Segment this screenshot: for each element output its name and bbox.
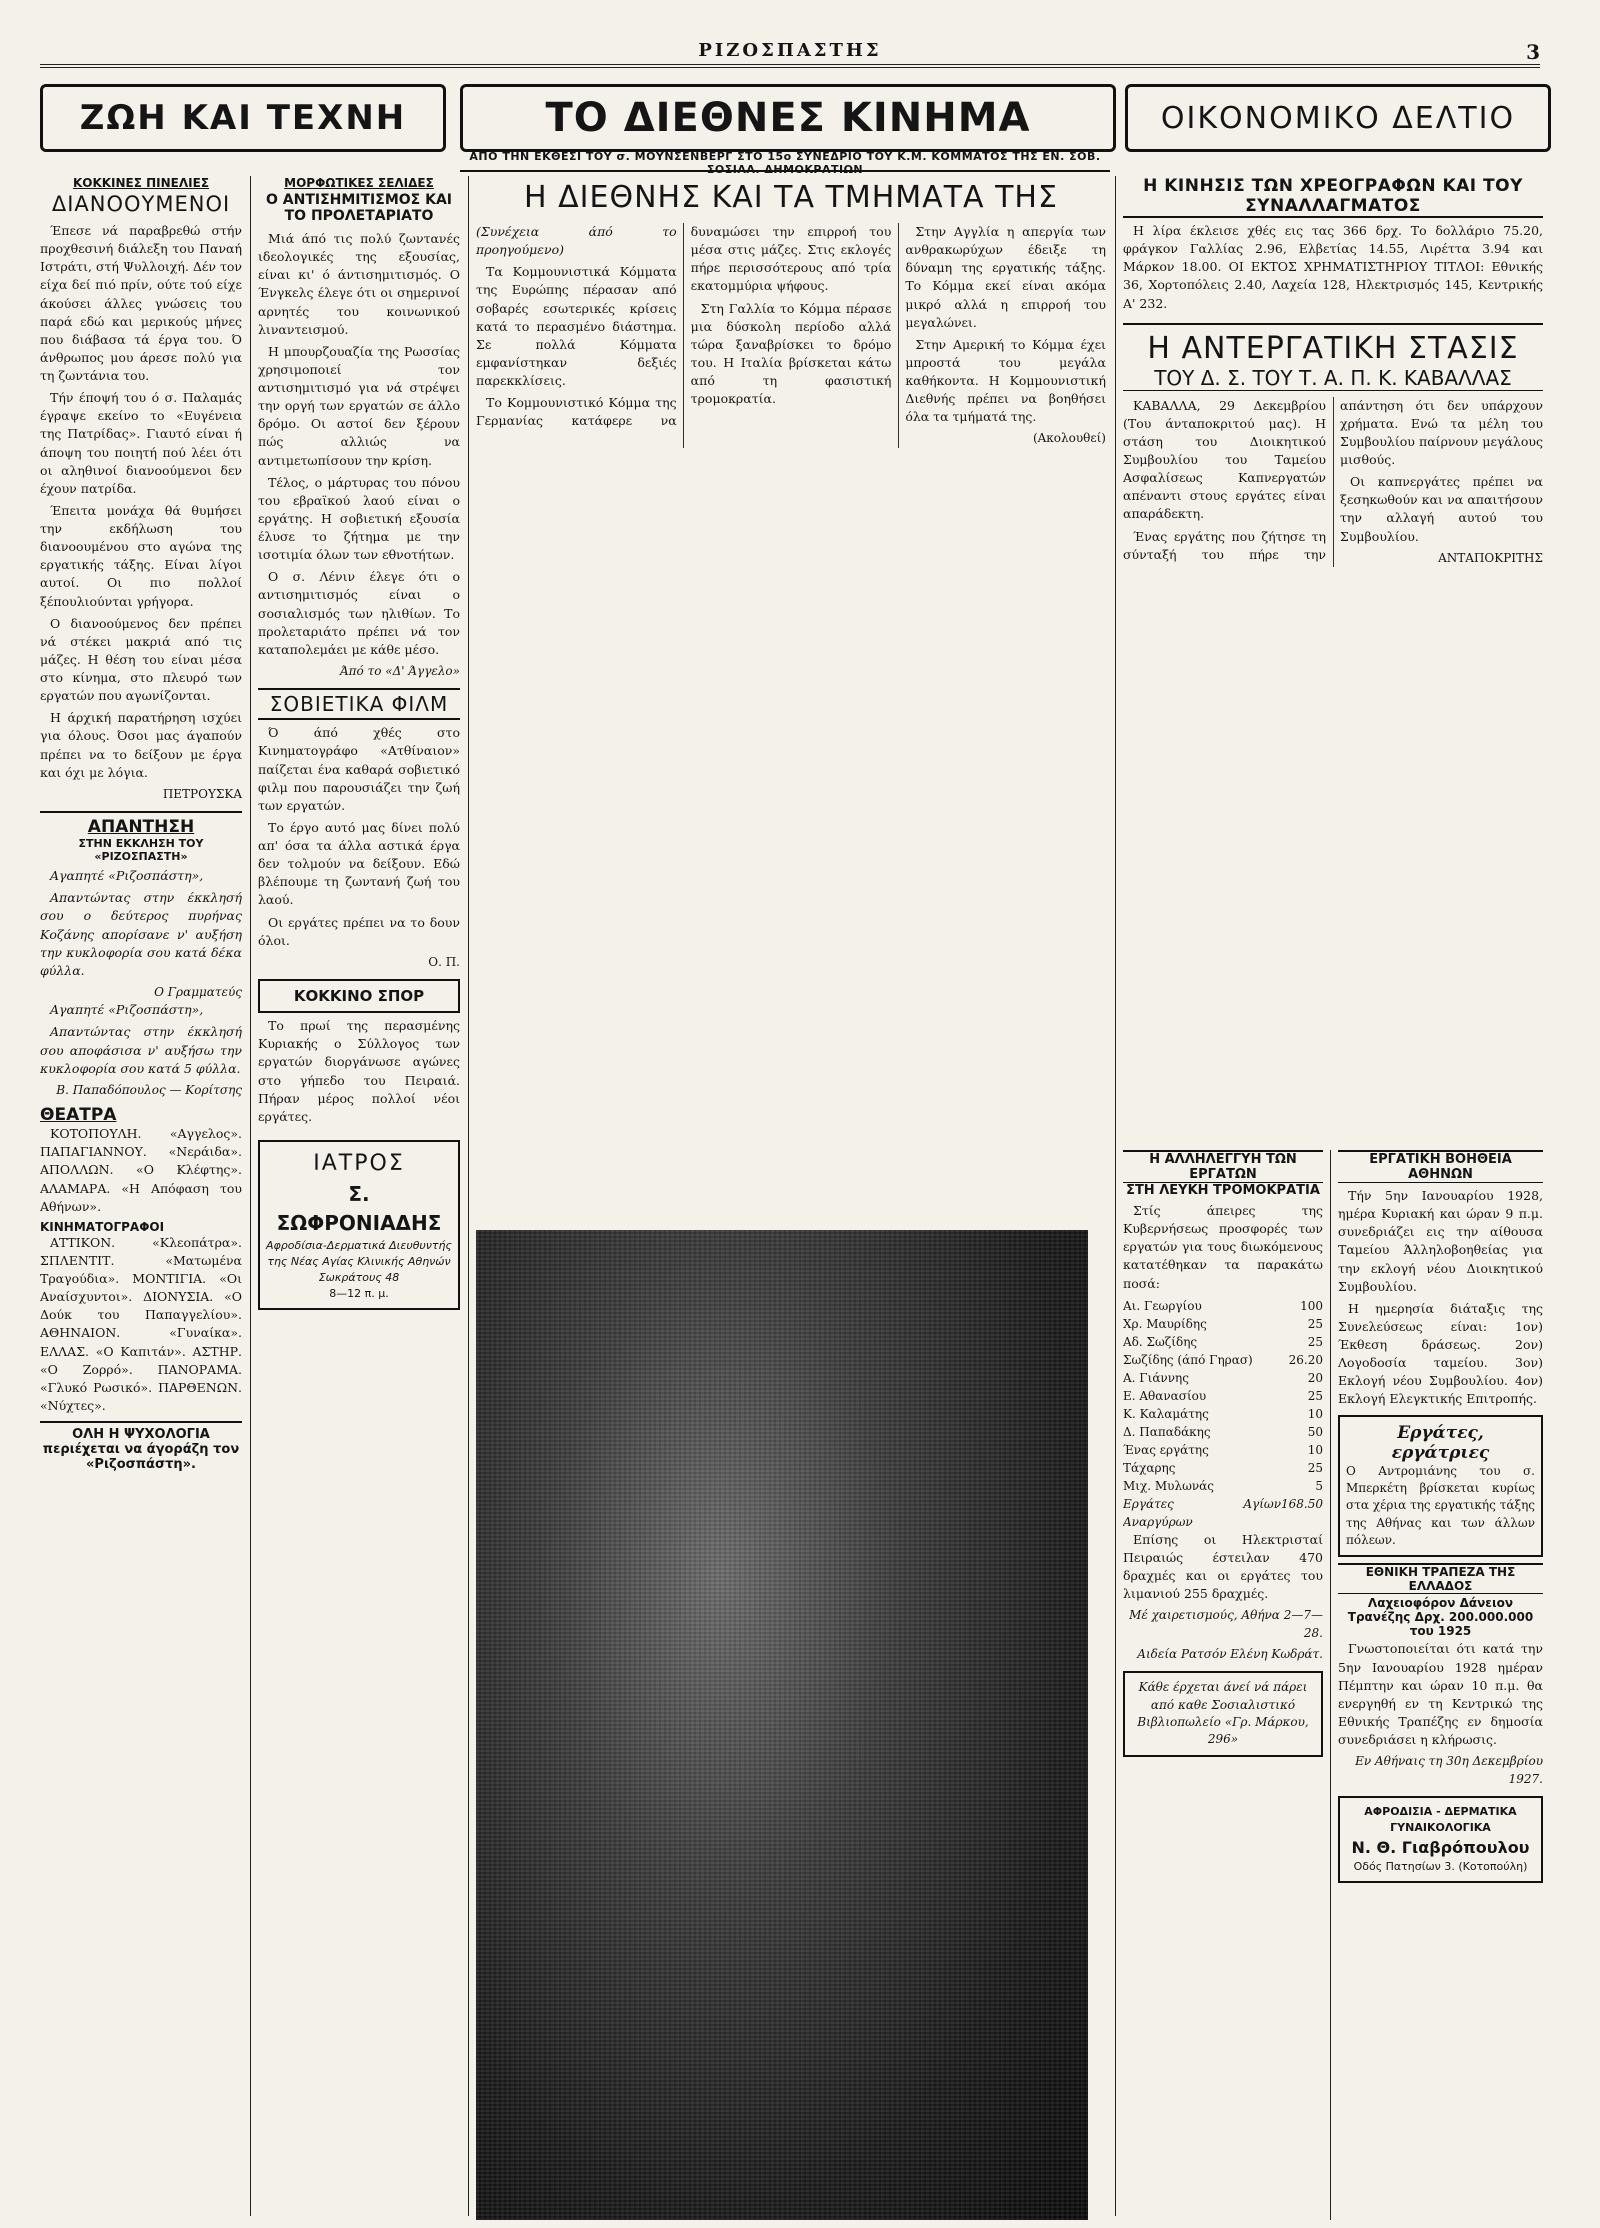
masthead [40, 40, 1540, 68]
paragraph: Γνωστοποιείται ότι κατά την 5ην Ιανουαρίου 1928 ημέραν Πέμπτην και ώραν 10 π.μ. θα ενεργηθή εν τη Κεντρικώ της Εθνικής Τραπέζης εν δημοσία συνεδριάσει η κλήρωσις. [1338, 1641, 1543, 1748]
column-life-art [40, 176, 242, 2216]
paragraph: Το πρωί της περασμένης Κυριακής ο Σύλλογος των εργατών διοργάνωσε αγώνες στο γήπεδο του Πειραιά. Πήραν μέρος πολλοί νέοι εργάτες. [258, 1018, 460, 1124]
paragraph: Ένας εργάτης που ζήτησε τη σύνταξή του πήρε την απάντηση ότι δεν υπάρχουν χρήματα. Ενώ τα μέλη του Συμβουλίου παίρνουν μεγάλους μισθούς. [1123, 397, 1543, 562]
workers-appeal-title: Εργάτες, εργάτριες [1391, 1422, 1490, 1463]
source-note: Άπό το «Δ' Άγγελο» [339, 663, 460, 678]
bookshop-note: Κάθε έρχεται άνεί νά πάρει από καθε Σοσιαλιστικό Βιβλιοπωλείο «Γρ. Μάρκου, 296» [1123, 1671, 1323, 1757]
paragraph: Στην Αγγλία η απεργία των ανθρακωρύχων έδειξε τη δύναμη της εργατικής τάξης. Το Κόμμα εκεί είναι ακόμα μικρό αλλά η επιρροή του μεγαλώνει. [905, 224, 1106, 330]
international-subheading: ΑΠΟ ΤΗΝ ΕΚΘΕΣΙ ΤΟΥ σ. ΜΟΥΝΣΕΝΒΕΡΓ ΣΤΟ 15ο ΣΥΝΕΔΡΙΟ ΤΟΥ Κ.Μ. ΚΟΜΜΑΤΟΣ ΤΗΣ ΕΝ. ΣΟΒ. ΣΟΣΙΑΛ. ΔΗΜΟΚΡΑΤΙΩΝ [460, 150, 1110, 172]
continuation-note: (Συνέχεια άπό το προηγούμενο) [476, 224, 677, 258]
dermatology-ad [1338, 1796, 1543, 1883]
paragraph: Αγαπητέ «Ριζοσπάστη», [50, 1002, 204, 1018]
strike-title: Η ΑΝΤΕΡΓΑΤΙΚΗ ΣΤΑΣΙΣ [1147, 330, 1519, 366]
signature: ΠΕΤΡΟΥΣΚΑ [162, 786, 242, 801]
doctor-ad-hours: 8—12 π. μ. [329, 1286, 389, 1300]
paragraph: Στην Αμερική το Κόμμα έχει μπροστά του μεγάλα καθήκοντα. Η Κομμουνιστική Διεθνής πρέπει να βοηθήσει όλα τα τμήματά της. [905, 336, 1106, 425]
signature: ΑΝΤΑΠΟΚΡΙΤΗΣ [1438, 550, 1543, 565]
article-title-intellectuals: ΔΙΑΝΟΟΥΜΕΝΟΙ [51, 192, 231, 216]
paragraph: Έπειτα μονάχα θά θυμήσει την εκδήλωση του διανοουμένου στο αγώνα της εργατικής τάξης. Είναι λίγοι αυτοί. Οι πιο πολλοί ξέπουλιούνται γρήγορα. [40, 502, 242, 609]
paragraph: Οι εργάτες πρέπει να το δουν όλοι. [258, 914, 460, 948]
table-row: Ε. Αθανασίου 25 [1123, 1388, 1323, 1403]
doctor-ad-body: Αφροδίσια-Δερματικά Διευθυντής της Νέας Αγίας Κλινικής Αθηνών Σωκράτους 48 [266, 1238, 452, 1284]
signature: Ο. Π. [428, 954, 460, 969]
signature: Ο Γραμματεύς [154, 984, 242, 999]
dermatology-ad-address: Οδός Πατησίων 3. (Κοτοπούλη) [1353, 1860, 1528, 1874]
column-rule [1330, 1150, 1331, 2220]
red-sport-heading: ΚΟΚΚΙΝΟ ΣΠΟΡ [258, 979, 460, 1013]
table-row: Μιχ. Μυλωνάς 5 [1123, 1478, 1323, 1493]
workers-aid-title: ΕΡΓΑΤΙΚΗ ΒΟΗΘΕΙΑ ΑΘΗΝΩΝ [1338, 1150, 1543, 1183]
column-rule [250, 176, 251, 2216]
paragraph: Η μπουρζουαζία της Ρωσσίας χρησιμοποιεί τον αντισημιτισμό για νά στρέψει την οργή των εργατών σε άλλο δρόμο. Οι αστοί δεν ξέρουν πώς αλλιώς να αντιμετωπίσουν την κρίση. [258, 343, 460, 468]
workers-appeal-box [1338, 1415, 1543, 1558]
table-row: Σωζίδης (άπό Γηρασ) 26.20 [1123, 1352, 1323, 1367]
column-solidarity [1123, 1150, 1323, 2220]
listing: ΑΤΤΙΚΟΝ. «Κλεοπάτρα». ΣΠΛΕΝΤΙΤ. «Ματωμένα Τραγούδια». ΜΟΝΤΙΓΙΑ. «Οι Αναίσχυντοι». ΔΙΟΝΥΣΙΑ. «Ο Δούκ του Παπαγγελίου». ΑΘΗΝΑΙΟΝ. «Γυναίκα». ΕΛΛΑΣ. «Ο Καπιτάν». ΑΣΤΗΡ. «Ο Ζορρό». ΠΑΝΟΡΑΜΑ. «Γλυκό Ρωσικό». ΠΑΡΘΕΝΩΝ. «Νύχτες». [40, 1234, 242, 1413]
signature: Εν Αθήναις τη 30η Δεκεμβρίου 1927. [1355, 1754, 1543, 1786]
halftone-photo [476, 1230, 1088, 2220]
column-economic [1123, 176, 1543, 1136]
article-title-international: Η ΔΙΕΘΝΗΣ ΚΑΙ ΤΑ ΤΜΗΜΑΤΑ ΤΗΣ [524, 180, 1058, 215]
column-notices [1338, 1150, 1543, 2220]
table-row: Τάχαρης 25 [1123, 1460, 1323, 1475]
donation-list [1123, 1297, 1323, 1531]
stock-exchange-heading: Η ΚΙΝΗΣΙΣ ΤΩΝ ΧΡΕΟΓΡΑΦΩΝ ΚΑΙ ΤΟΥ ΣΥΝΑΛΛΑΓΜΑΤΟΣ [1123, 176, 1543, 218]
paragraph: Ό άπό χθές στο Κινηματογράφο «Ατθίναιον» παίζεται ένα καθαρά σοβιετικό φιλμ που παρουσιάζει την ζωή των εργατών. [258, 725, 460, 813]
paragraph: Η λίρα έκλεισε χθές εις τας 366 δρχ. Το δολλάριο 75.20, φράγκον Γαλλίας 2.96, Ελβετίας 14.55, Λιρέττα 3.94 και Μάρκον 18.00. ΟΙ ΕΚΤΟΣ ΧΡΗΜΑΤΙΣΤΗΡΙΟΥ ΤΙΤΛΟΙ: Εθνικής 36, Χορτοπόλεις 2.40, Λαχεία 128, Ηλεκτρισμός 145, Κεντρικής Α' 232. [1123, 223, 1543, 311]
dermatology-ad-title: ΑΦΡΟΔΙΣΙΑ - ΔΕΡΜΑΤΙΚΑ ΓΥΝΑΙΚΟΛΟΓΙΚΑ [1364, 1804, 1517, 1834]
table-row: Α. Γιάννης 20 [1123, 1370, 1323, 1385]
section-banner-life-art: ΖΩΗ ΚΑΙ ΤΕΧΝΗ [40, 84, 446, 152]
bank-title: ΕΘΝΙΚΗ ΤΡΑΠΕΖΑ ΤΗΣ ΕΛΛΑΔΟΣ [1338, 1563, 1543, 1594]
paragraph: Αγαπητέ «Ριζοσπάστη», [50, 868, 204, 884]
bottom-ad: ΟΛΗ Η ΨΥΧΟΛΟΓΙΑ περιέχεται να άγοράζη τον «Ριζοσπάστη». [40, 1421, 242, 1472]
paragraph: Ο διανοούμενος δεν πρέπει νά στέκει μακριά από τις μάζες. Η θέση του είναι μέσα στο κίνημα, στο πλευρό των εργατών που αγωνίζονται. [40, 615, 242, 704]
doctor-ad-name: Σ. ΣΩΦΡΟΝΙΑΔΗΣ [276, 1181, 442, 1235]
paragraph: Απαντώντας στην έκκλησή σου ο δεύτερος πυρήνας Κοζάνης απορίσανε ν' αυξήση την κυκλοφορία σου κατά δέκα φύλλα. [40, 890, 242, 978]
paragraph: Το έργο αυτό μας δίνει πολύ απ' όσα τα άλλα αστικά έργα δεν τολμούν να δείξουν. Εδώ βλέπουμε τη ζωντανή ζωή του λαού. [258, 819, 460, 908]
section-banner-international: ΤΟ ΔΙΕΘΝΕΣ ΚΙΝΗΜΑ [460, 84, 1116, 152]
solidarity-subtitle: ΣΤΗ ΛΕΥΚΗ ΤΡΟΜΟΚΡΑΤΙΑ [1126, 1183, 1320, 1198]
paragraph: Στη Γαλλία το Κόμμα πέρασε μια δύσκολη περίοδο αλλά τώρα ξαναβρίσκει το δρόμο του. Η Ιταλία βρίσκεται κάτω από τη φασιστική τρομοκρατία. [690, 300, 892, 407]
column-rule [468, 176, 469, 2216]
signature: Β. Παπαδόπουλος — Κορίτσης [56, 1082, 242, 1097]
paragraph: Μιά άπό τις πολύ ζωντανές ιδεολογικές της εξουσίας, είναι κι' ό άντισημιτισμός. Ο Ένγκελς έλεγε ότι οι σημερινοί αρνητές του κοινωνικού λιναντεισμού. [258, 231, 460, 337]
table-row: Χρ. Μαυρίδης 25 [1123, 1316, 1323, 1331]
newspaper-title: ΡΙΖΟΣΠΑΣΤΗΣ [698, 40, 882, 61]
paragraph: Στίς άπειρες της Κυβερνήσεως προσφορές των εργατών για τους διωκόμενους κατατέθηκαν τα παρακάτω ποσά: [1123, 1203, 1323, 1291]
paragraph: Έπεσε νά παραβρεθώ στήν προχθεσινή διάλεξη του Παναή Ιστράτι, στή Ψυλλοιχή. Δέν τον είχα δεί πιό πρίν, ούτε τού είχε άκούσει άλλες γνώσεις του παρά εδώ και μερικούς μήνες που διάβασα τά έργα του. Ό άνθρωπος μου άρεσε πολύ για τη ζωντάνια του. [40, 223, 242, 383]
listing: ΚΟΤΟΠΟΥΛΗ. «Αγγελος». ΠΑΠΑΓΙΑΝΝΟΥ. «Νεράιδα». ΑΠΟΛΛΩΝ. «Ο Κλέφτης». ΑΛΑΜΑΡΑ. «Η Απόφαση του Αθήνων». [40, 1126, 242, 1214]
strike-subtitle: ΤΟΥ Δ. Σ. ΤΟΥ Τ. Α. Π. Κ. ΚΑΒΑΛΛΑΣ [1123, 366, 1543, 391]
paragraph: Τα Κομμουνιστικά Κόμματα της Ευρώπης πέρασαν από σοβαρές εσωτερικές κρίσεις κατά το περασμένο διάστημα. Σε πολλά Κόμματα εμφανίστηκαν δεξιές παρεκκλίσεις. [476, 264, 677, 388]
kicker-education: ΜΟΡΦΩΤΙΚΕΣ ΣΕΛΙΔΕΣ [284, 176, 434, 190]
solidarity-title: Η ΑΛΛΗΛΕΓΓΥΗ ΤΩΝ ΕΡΓΑΤΩΝ [1123, 1150, 1323, 1183]
table-row-total: Εργάτες Αγίων Αναργύρων 168.50 [1123, 1496, 1323, 1529]
paragraph: Η ημερησία διάταξις της Συνελεύσεως είναι: 1ον) Έκθεση δράσεως. 2ον) Λογοδοσία ταμείου. 3ον) Εκλογή νέου Συμβουλίου. 4ον) Εκλογή Ελεγκτικής Επιτροπής. [1338, 1300, 1543, 1407]
signature: Μέ χαιρετισμούς, Αθήνα 2—7—28. [1129, 1608, 1323, 1640]
page-number: 3 [1526, 40, 1540, 64]
table-row: Αι. Γεωργίου 100 [1123, 1298, 1323, 1313]
paragraph: Οι καπνεργάτες πρέπει να ξεσηκωθούν και να απαιτήσουν την αλλαγή αυτού του Συμβουλίου. [1340, 474, 1543, 544]
signature: Αιδεία Ρατσόν Ελένη Κωδράτ. [1137, 1646, 1323, 1661]
cinemas-heading: ΚΙΝΗΜΑΤΟΓΡΑΦΟΙ [40, 1219, 165, 1234]
table-row: Ένας εργάτης 10 [1123, 1442, 1323, 1457]
to-be-continued: (Ακολουθεί) [1032, 431, 1106, 446]
paragraph: ΚΑΒΑΛΛΑ, 29 Δεκεμβρίου (Του άνταποκριτού μας). Η στάση του Διοικητικού Συμβουλίου του Ταμείου Ασφαλίσεως Καπνεργατών απέναντι στους εργάτες είναι απαράδεκτη. [1123, 397, 1326, 522]
workers-appeal-body: Ο Αντρομιάνης του σ. Μπερκέτη βρίσκεται κυρίως στα χέρια της εργατικής τάξης της Αθήνας και των άλλων πόλεων. [1346, 1463, 1535, 1548]
kicker-red-brushes: ΚΟΚΚΙΝΕΣ ΠΙΝΕΛΙΕΣ [72, 176, 210, 190]
paragraph: Η άρχική παρατήρηση ισχύει για όλους. Όσοι μας άγαπούν πρέπει να το δείξουν με έργα και όχι με λόγια. [40, 710, 242, 780]
paragraph: Επίσης οι Ηλεκτρισταί Πειραιώς έστειλαν 470 δραχμές και οι εργάτες του λιμανιού 255 δραχμές. [1123, 1531, 1323, 1601]
bank-subtitle: Λαχειοφόρον Δάνειον Τρανέζης Δρχ. 200.000.000 του 1925 [1347, 1596, 1534, 1639]
section-banner-economic: ΟΙΚΟΝΟΜΙΚΟ ΔΕΛΤΙΟ [1125, 84, 1551, 152]
column-rule [1115, 176, 1116, 2216]
article-title-antisemitism: Ο ΑΝΤΙΣΗΜΙΤΙΣΜΟΣ ΚΑΙ ΤΟ ΠΡΟΛΕΤΑΡΙΑΤΟ [266, 192, 452, 224]
reply-title: ΑΠΑΝΤΗΣΗ [87, 817, 195, 838]
paragraph: Τέλος, ο μάρτυρας του πόνου του εβραϊκού λαού είναι ο εργάτης. Η σοβιετική εξουσία έλυσε το ζήτημα με την ισοτιμία όλων των εθνοτήτων. [258, 474, 460, 563]
table-row: Δ. Παπαδάκης 50 [1123, 1424, 1323, 1439]
table-row: Κ. Καλαμάτης 10 [1123, 1406, 1323, 1421]
paragraph: Τήν 5ην Ιανουαρίου 1928, ημέρα Κυριακή και ώραν 9 π.μ. συνεδριάζει εις την αίθουσα Ταμείου Άλληλοβοηθείας για την εκλογή νέου Διοικητικού Συμβουλίου. [1338, 1188, 1543, 1294]
doctor-ad [258, 1140, 460, 1310]
column-education [258, 176, 460, 2216]
paragraph: Το Κομμουνιστικό Κόμμα της Γερμανίας κατάφερε να δυναμώσει την επιρροή του μέσα στις μάζες. Στις εκλογές πήρε περισσότερους από τρία εκατομμύρια ψήφους. [476, 224, 892, 429]
paragraph: Απαντώντας στην έκκλησή σου αποφάσισα ν' αυξήσω την κυκλοφορία σου κατά 5 φύλλα. [40, 1024, 242, 1076]
paragraph: Ο σ. Λένιν έλεγε ότι ο αντισημιτισμός είναι ο σοσιαλισμός των ηλιθίων. Το προλεταριάτο πρέπει νά τον καταπολεμάει με κάθε μέσο. [258, 569, 460, 657]
reply-subtitle: ΣΤΗΝ ΕΚΚΛΗΣΗ ΤΟΥ «ΡΙΖΟΣΠΑΣΤΗ» [78, 837, 204, 864]
soviet-films-heading: ΣΟΒΙΕΤΙΚΑ ΦΙΛΜ [258, 688, 460, 720]
column-international [476, 176, 1106, 1216]
paragraph: Τήν έποψή του ό σ. Παλαμάς έγραψε εκείνο το «Ευγένεια της Πατρίδας». Γιαυτό είναι ή άποψη του ποιητή πού λέει ότι οι αληθινοί διανοούμενοι δεν έχουν πατρίδα. [40, 390, 242, 496]
dermatology-ad-name: Ν. Θ. Γιαβρόπουλου [1351, 1837, 1530, 1857]
doctor-ad-title: ΙΑΤΡΟΣ [313, 1150, 405, 1176]
table-row: Αδ. Σωζίδης 25 [1123, 1334, 1323, 1349]
theatres-heading: ΘΕΑΤΡΑ [40, 1105, 117, 1126]
